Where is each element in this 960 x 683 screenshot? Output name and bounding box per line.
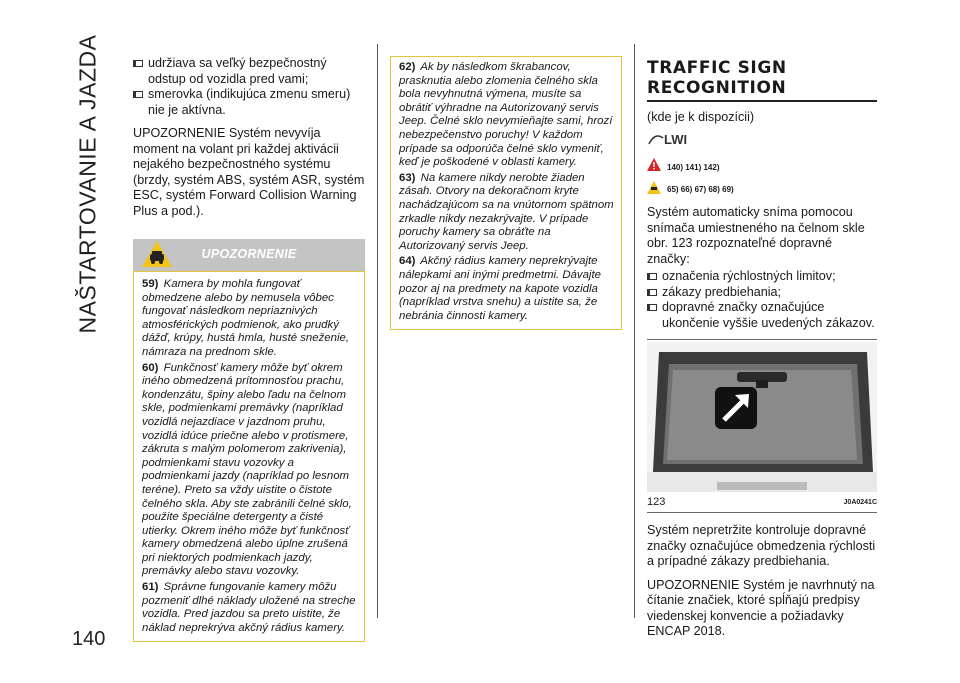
arrow-icon [715, 387, 757, 429]
column-separator [377, 44, 378, 618]
availability-note: (kde je k dispozícii) [647, 110, 755, 124]
bullet-item: označenia rýchlostných limitov; [647, 269, 877, 285]
caution-triangle-icon [647, 181, 661, 200]
warning-item: 60) Funkčnosť kamery môže byť okrem iného obmedzená prítomnosťou prachu, kondenzátu, špiny alebo ľadu na čelnom skle, podmienkami premávky (napríklad vozidlá nejazdiace v jazdnom pruhu, vozidlá idúce priečne alebo v protismere, zákruta s malým polomerom zakrivenia), podmienkami stavu vozovky a podmienkami jazdy (napríklad po lesnom teréne). Preto sa vždy uistite o čistote čelného skla. Aby ste zabránili čelné sklo, použite špeciálne detergenty a čisté utierky. Okrem iného môže byť funkčnosť kamery obmedzená alebo úplne zrušená pri niektorých podmienkach jazdy, premávky alebo stavu vozovky. [142, 361, 352, 578]
bullet-icon [133, 60, 143, 67]
warning-label: UPOZORNENIE [201, 247, 297, 262]
figure-code: J0A0241C [843, 498, 877, 506]
intro-paragraph: Systém automaticky sníma pomocou snímača umiestneného na čelnom skle obr. 123 rozpoznateľné dopravné značky: [647, 205, 865, 266]
windshield-illustration [647, 342, 877, 492]
bullet-item: zákazy predbiehania; [647, 285, 877, 301]
title-rule [647, 100, 877, 102]
bullet-item: smerovka (indikujúca zmenu smeru) nie je aktívna. [133, 87, 365, 118]
warning-item: 59) Kamera by mohla fungovať obmedzene alebo by nemusela vôbec fungovať následkom nepriaznivých atmosférických podmienok, ako prudký dážď, krúpy, hustá hmla, husté sneženie, námraza na prednom skle. [142, 278, 349, 358]
column-separator [634, 44, 635, 618]
warning-box [390, 56, 622, 330]
column-2 [390, 56, 622, 330]
warning-box [133, 271, 365, 642]
bullet-icon [647, 273, 657, 280]
svg-text:LWI: LWI [664, 131, 688, 147]
figure-caption [647, 495, 877, 514]
warning-item: 64) Akčný rádius kamery neprekrývajte nálepkami ani inými predmetmi. Dávajte pozor aj na predmety na kapote vozidla (napríklad vrstva snehu) a uistite sa, že nebránia činnosti kamery. [399, 255, 601, 322]
warning-header [133, 239, 365, 271]
bullet-item: udržiava sa veľký bezpečnostný odstup od vozidla pred vami; [133, 56, 365, 87]
warning-item: 63) Na kamere nikdy nerobte žiaden zásah. Otvory na dekoračnom kryte nachádzajúcom sa na vnútornom spätnom zrkadle nikdy nezakrývajte. V prípade poruchy kamery sa obráťte na Autorizovaný servis Jeep. [399, 171, 614, 252]
page-number: 140 [72, 628, 106, 650]
bullet-icon [647, 289, 657, 296]
paragraph: Systém nepretržite kontroluje dopravné značky označujúce obmedzenia rýchlosti a prípadné zákazy predbiehania. [647, 523, 876, 568]
column-1 [133, 56, 365, 642]
column-3 [647, 58, 877, 646]
caution-references: 65) 66) 67) 68) 69) [647, 181, 877, 200]
warning-triangle-icon [647, 158, 661, 177]
paragraph-note: UPOZORNENIE Systém nevyvíja moment na volant pri každej aktivácii nejakého bezpečnostného systému (brzdy, systém ABS, systém ASR, systém ESC, systém Forward Collision Warning Plus a pod.). [133, 126, 365, 218]
bullet-icon [133, 91, 143, 98]
version-icon [647, 130, 877, 153]
warning-item: 61) Správne fungovanie kamery môžu pozmeniť dlhé náklady uložené na streche vozidla. Pred jazdou sa preto uistite, že náklad neprekrýva akčný rádius kamery. [142, 581, 356, 634]
figure-number: 123 [647, 495, 666, 508]
car-warning-icon [141, 239, 173, 274]
warning-item: 62) Ak by následkom škrabancov, prasknutia alebo zlomenia čelného skla bola nevyhnutná výmena, musíte sa obrátiť výhradne na Autorizovaný servis Jeep. Čelné sklo nevymieňajte sami, hrozí nebezpečenstvo poruchy! V každom prípade sa odporúča čelné sklo vymeniť, keď je poškodené v oblasti kamery. [399, 61, 613, 169]
bullet-item: dopravné značky označujúce ukončenie vyššie uvedených zákazov. [647, 300, 877, 331]
warning-references: 140) 141) 142) [647, 158, 877, 177]
figure-windshield-camera [647, 339, 877, 513]
paragraph-note: UPOZORNENIE Systém je navrhnutý na čítanie značiek, ktoré spĺňajú predpisy viedenskej konvencie a požiadavky ENCAP 2018. [647, 577, 875, 638]
section-title: TRAFFIC SIGN RECOGNITION [647, 58, 787, 98]
bullet-icon [647, 304, 657, 311]
chapter-title: NAŠTARTOVANIE A JAZDA [74, 34, 101, 334]
